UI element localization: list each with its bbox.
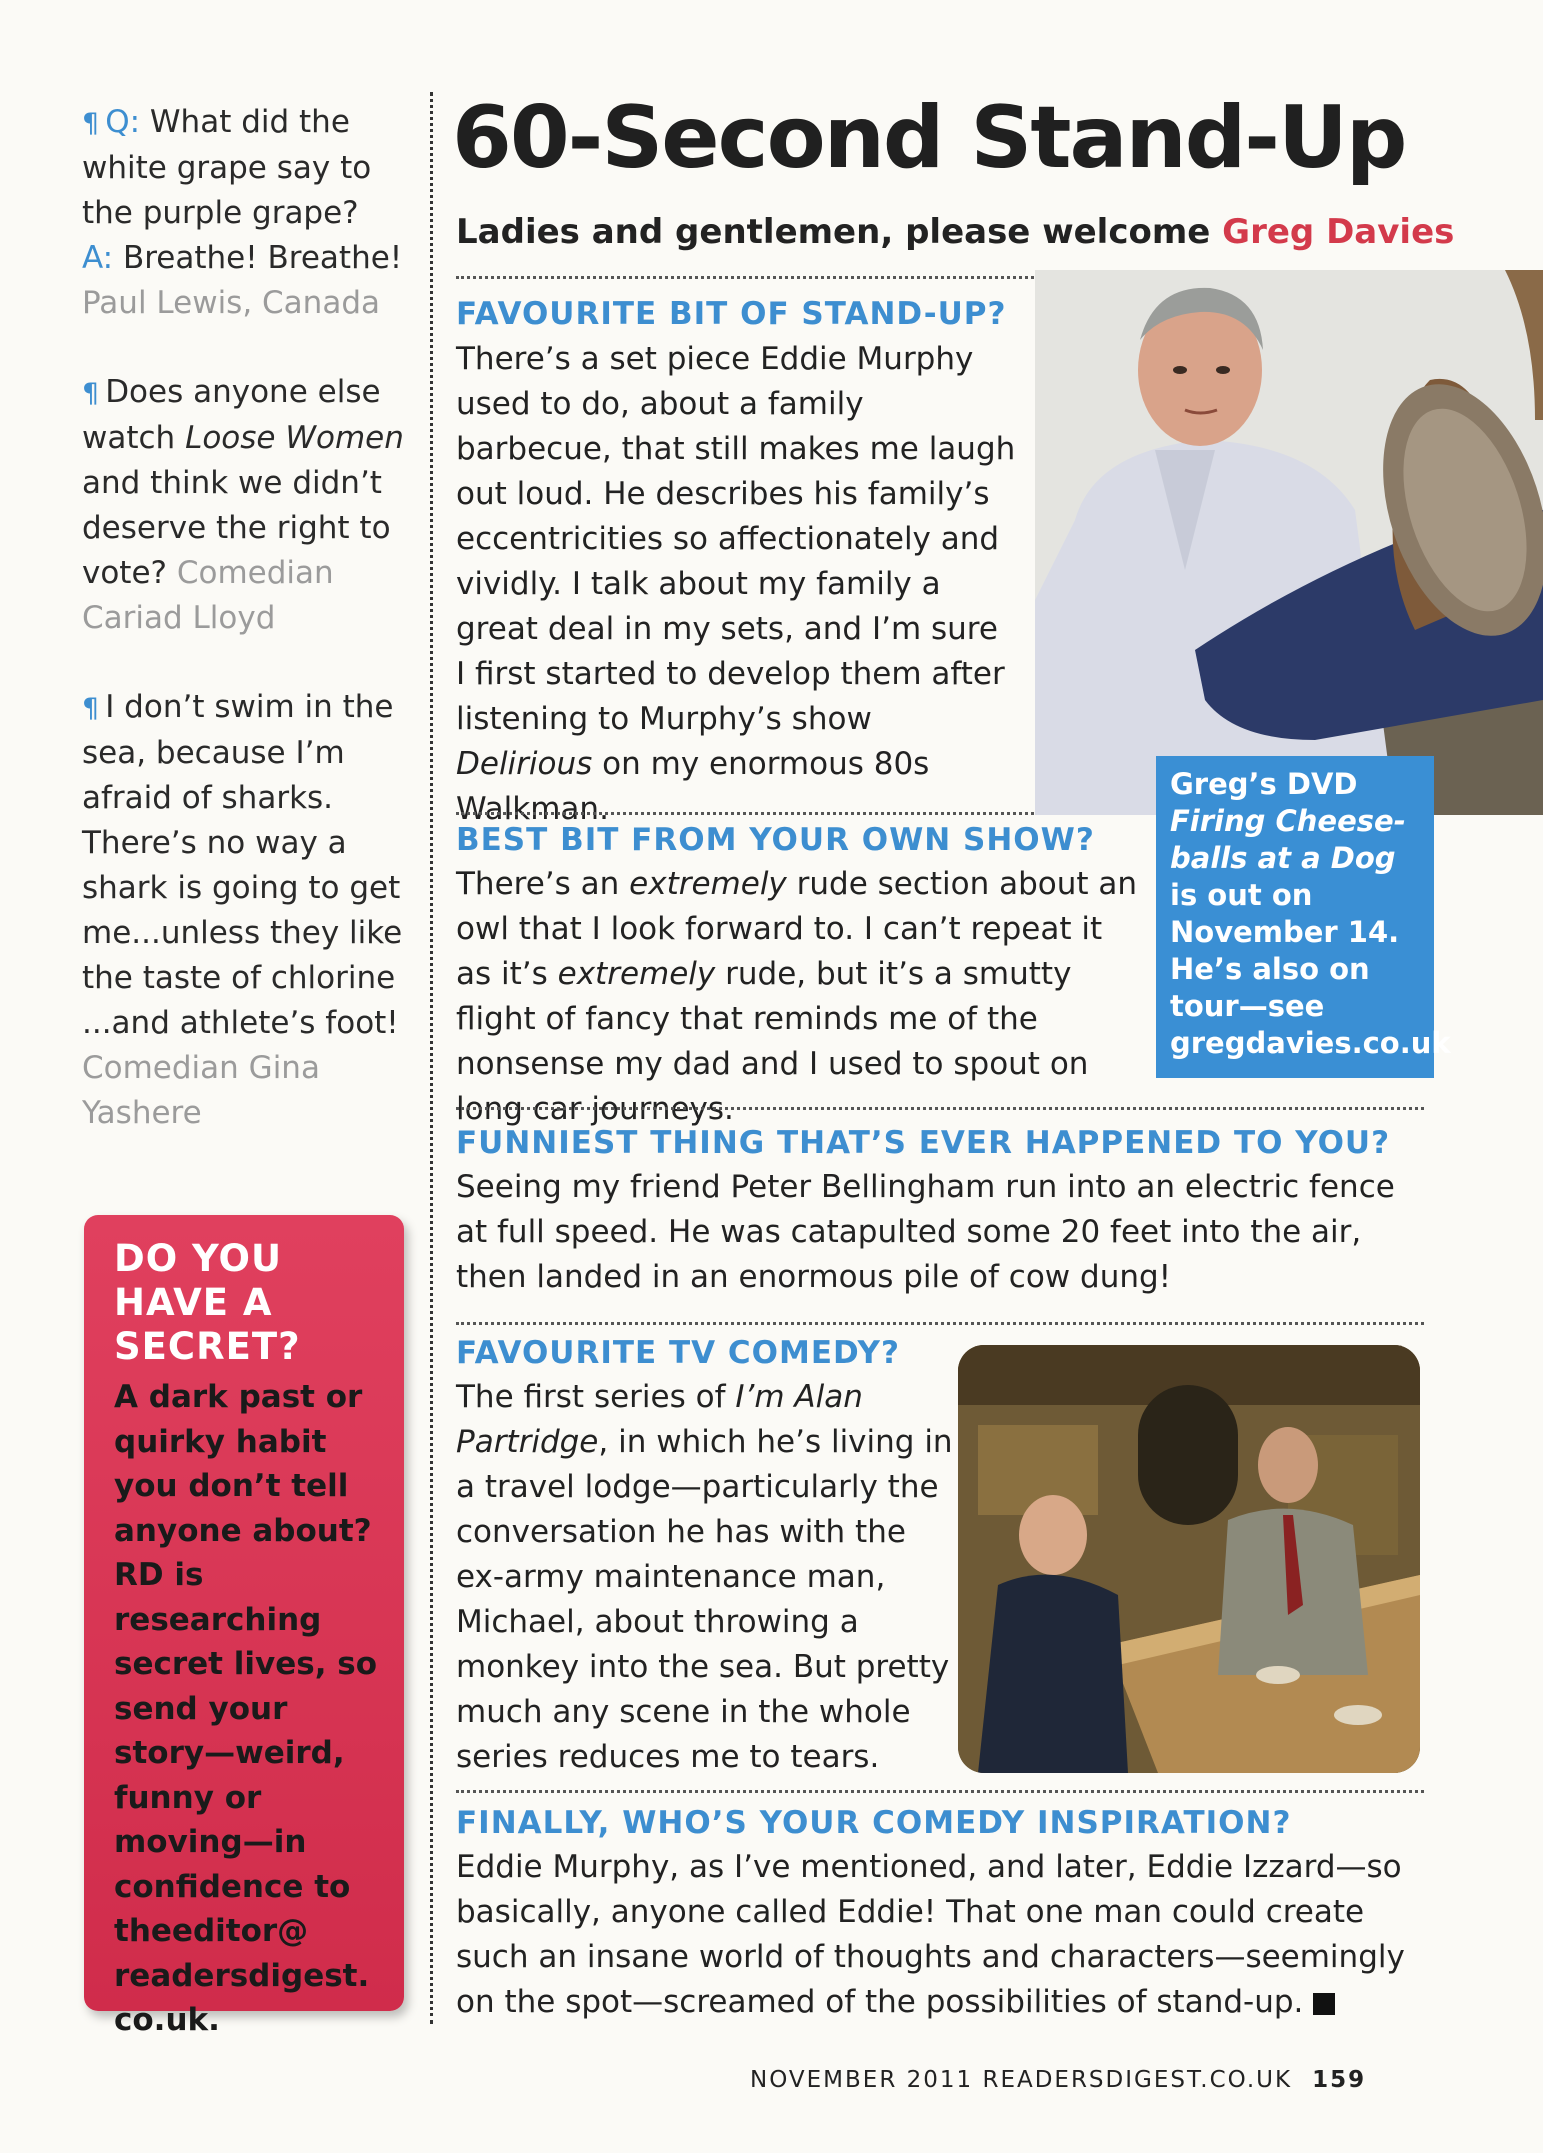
section-heading: FAVOURITE BIT OF STAND-UP? [456, 296, 1007, 332]
pilcrow-icon: ¶ [82, 378, 100, 409]
alan-partridge-photo [958, 1345, 1420, 1773]
section-italic: Delirious [456, 746, 593, 782]
section-body: on my enormous 80s Walkman. [456, 746, 930, 827]
dvd-title: Firing Cheese-balls at a Dog [1170, 804, 1406, 875]
article-title: 60-Second Stand-Up [452, 88, 1406, 188]
section-italic: I’m Alan Partridge [456, 1379, 863, 1460]
quip-sharks [82, 685, 412, 1136]
quip-attribution: Comedian Cariad Lloyd [82, 555, 334, 636]
pilcrow-icon: ¶ [82, 693, 100, 724]
secret-heading: DO YOU HAVE A SECRET? [114, 1237, 301, 1368]
quip-text: I don’t swim in the sea, because I’m afraid of sharks. There’s no way a shark is going to get me...unless they like the taste of chlorine ...and athlete’s foot! [82, 689, 403, 1041]
secret-body: A dark past or quirky habit you don’t tell anyone about? RD is researching secret lives, so send your story—weird, funny or moving—in confidence to theeditor@ readersdigest. co.uk. [114, 1379, 378, 2038]
subtitle-name: Greg Davies [1222, 212, 1455, 252]
page-number: 159 [1312, 2067, 1367, 2093]
quip-attribution: Comedian Gina Yashere [82, 1050, 320, 1131]
section-tv-comedy [456, 1335, 956, 1780]
greg-davies-photo [1035, 270, 1543, 815]
section-body: There’s a set piece Eddie Murphy used to do, about a family barbecue, that still makes me laugh out loud. He describes his family’s eccentricities so affectionately and vividly. I talk about my family a great deal in my sets, and I’m sure I first started to develop them after listening to Murphy’s show [456, 341, 1016, 737]
section-funniest-thing [456, 1125, 1416, 1300]
page-footer [750, 2067, 1366, 2093]
reader-quips-column [82, 100, 412, 1180]
quip-loose-women [82, 370, 412, 641]
section-body: rude section about an owl that I look forward to. I can’t repeat it as it’s [456, 866, 1138, 992]
section-body-wrap [456, 862, 1146, 1132]
quip-attribution: Paul Lewis, Canada [82, 285, 380, 321]
section-body: There’s an [456, 866, 630, 902]
dvd-info-box [1156, 756, 1451, 1078]
section-own-show [456, 822, 1146, 1132]
pilcrow-icon: ¶ [82, 108, 100, 139]
quip-italic: Loose Women [185, 420, 404, 456]
section-divider [456, 1107, 1424, 1110]
section-body: Seeing my friend Peter Bellingham run into an electric fence at full speed. He was catapulted some 20 feet into the air, then landed in an enormous pile of cow dung! [456, 1169, 1395, 1295]
end-mark-icon [1313, 1993, 1335, 2015]
section-italic: extremely [557, 956, 716, 992]
section-body-wrap [456, 1845, 1416, 2025]
section-divider [456, 812, 1034, 815]
footer-text: NOVEMBER 2011 READERSDIGEST.CO.UK [750, 2067, 1293, 2093]
tv-scene-illustration [958, 1345, 1420, 1773]
dvd-text-2: is out on November 14. He’s also on tour—see gregdavies.co.uk [1170, 878, 1451, 1060]
greg-davies-photo-illustration [1035, 270, 1543, 815]
quip-text: Does anyone else watch [82, 374, 381, 456]
section-heading: FUNNIEST THING THAT’S EVER HAPPENED TO YOU? [456, 1125, 1391, 1161]
section-heading: FAVOURITE TV COMEDY? [456, 1335, 900, 1371]
section-body: rude, but it’s a smutty flight of fancy that reminds me of the nonsense my dad and I used to spout on long car journeys. [456, 956, 1089, 1127]
quip-text: and think we didn’t deserve the right to vote? [82, 465, 391, 591]
section-italic: extremely [629, 866, 787, 902]
column-divider [430, 92, 433, 2024]
article-subtitle [456, 212, 1454, 252]
section-body: , in which he’s living in a travel lodge—particularly the conversation he has with the ex-army maintenance man, Michael, about throwing a monkey into the sea. But pretty much any scene in the whole series reduces me to tears. [456, 1424, 953, 1775]
section-heading: BEST BIT FROM YOUR OWN SHOW? [456, 822, 1095, 858]
section-inspiration [456, 1805, 1416, 2025]
quip-grape [82, 100, 412, 326]
quip-q-text: What did the white grape say to the purple grape? [82, 104, 372, 231]
secret-callout-box [84, 1215, 404, 2038]
dvd-text-1: Greg’s DVD [1170, 767, 1358, 801]
subtitle-text: Ladies and gentlemen, please welcome [456, 212, 1223, 252]
quip-a-label: A: [82, 240, 114, 276]
section-favourite-standup [456, 292, 1016, 832]
section-divider [456, 1790, 1424, 1793]
section-body: Eddie Murphy, as I’ve mentioned, and later, Eddie Izzard—so basically, anyone called Eddie! That one man could create such an insane world of thoughts and characters—seemingly on the spot—screamed of the possibilities of stand-up. [456, 1849, 1405, 2020]
section-heading: FINALLY, WHO’S YOUR COMEDY INSPIRATION? [456, 1805, 1292, 1841]
section-divider [456, 1322, 1424, 1325]
section-body-wrap [456, 1375, 956, 1780]
quip-q-label: Q: [105, 104, 141, 140]
section-body: The first series of [456, 1379, 736, 1415]
quip-a-text: Breathe! Breathe! [113, 240, 403, 276]
